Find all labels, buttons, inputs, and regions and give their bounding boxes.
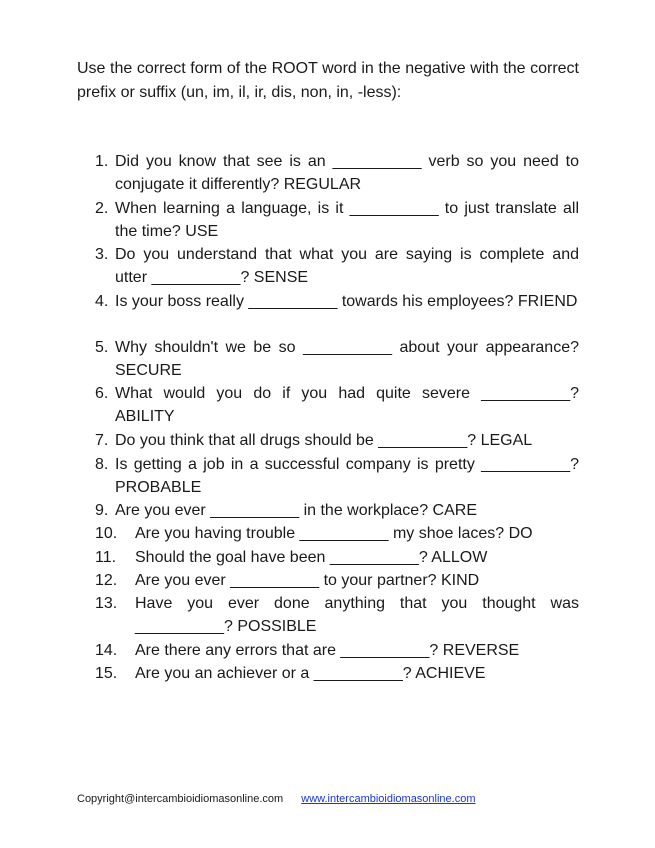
question-1: [95, 150, 579, 196]
instructions: Use the correct form of the ROOT word in the negative with the correct prefix or suffix (un, im, il, ir, dis, non, in, -less):: [77, 60, 579, 101]
question-13: [95, 592, 579, 638]
question-14: [95, 639, 579, 662]
question-7: [95, 429, 579, 452]
question-number: 10.: [95, 525, 118, 542]
question-text: Why shouldn't we be so __________ about your appearance? SECURE: [115, 339, 579, 379]
page-footer: [77, 793, 476, 805]
question-12: [95, 569, 579, 592]
question-text: Is getting a job in a successful company is pretty __________? PROBABLE: [115, 456, 579, 496]
question-number: 1.: [95, 153, 109, 170]
question-text: Are you having trouble __________ my shoe laces? DO: [135, 525, 533, 542]
question-8: [95, 453, 579, 499]
question-number: 3.: [95, 246, 109, 263]
question-4: [95, 290, 579, 313]
question-text: Have you ever done anything that you thought was __________? POSSIBLE: [135, 595, 579, 635]
website-link[interactable]: www.intercambioidiomasonline.com: [301, 793, 476, 805]
question-number: 12.: [95, 572, 118, 589]
question-text: Are you ever __________ to your partner? KIND: [135, 572, 480, 589]
question-text: When learning a language, is it __________ to just translate all the time? USE: [115, 200, 579, 240]
question-number: 14.: [95, 642, 118, 659]
question-number: 8.: [95, 456, 109, 473]
question-text: Are you an achiever or a __________? ACHIEVE: [135, 665, 486, 682]
question-number: 9.: [95, 502, 109, 519]
question-number: 7.: [95, 432, 109, 449]
question-text: Are there any errors that are __________? REVERSE: [135, 642, 520, 659]
question-number: 15.: [95, 665, 118, 682]
question-number: 4.: [95, 293, 109, 310]
question-10: [95, 522, 579, 545]
question-text: Did you know that see is an __________ verb so you need to conjugate it differently? REGULAR: [115, 153, 579, 193]
question-number: 11.: [95, 549, 117, 566]
question-text: Is your boss really __________ towards his employees? FRIEND: [115, 293, 578, 310]
copyright-text: Copyright@intercambioidiomasonline.com: [77, 793, 284, 805]
question-6: [95, 382, 579, 428]
question-number: 5.: [95, 339, 109, 356]
question-2: [95, 197, 579, 243]
question-15: [95, 662, 579, 685]
question-number: 2.: [95, 200, 109, 217]
question-3: [95, 243, 579, 289]
question-9: [95, 499, 579, 522]
question-text: Do you think that all drugs should be __________? LEGAL: [115, 432, 533, 449]
question-text: What would you do if you had quite severe __________? ABILITY: [115, 385, 579, 425]
question-5: [95, 336, 579, 382]
question-text: Do you understand that what you are saying is complete and utter __________? SENSE: [115, 246, 579, 286]
question-number: 6.: [95, 385, 109, 402]
question-text: Are you ever __________ in the workplace? CARE: [115, 502, 477, 519]
question-11: [95, 546, 579, 569]
question-text: Should the goal have been __________? ALLOW: [135, 549, 488, 566]
question-number: 13.: [95, 595, 118, 612]
